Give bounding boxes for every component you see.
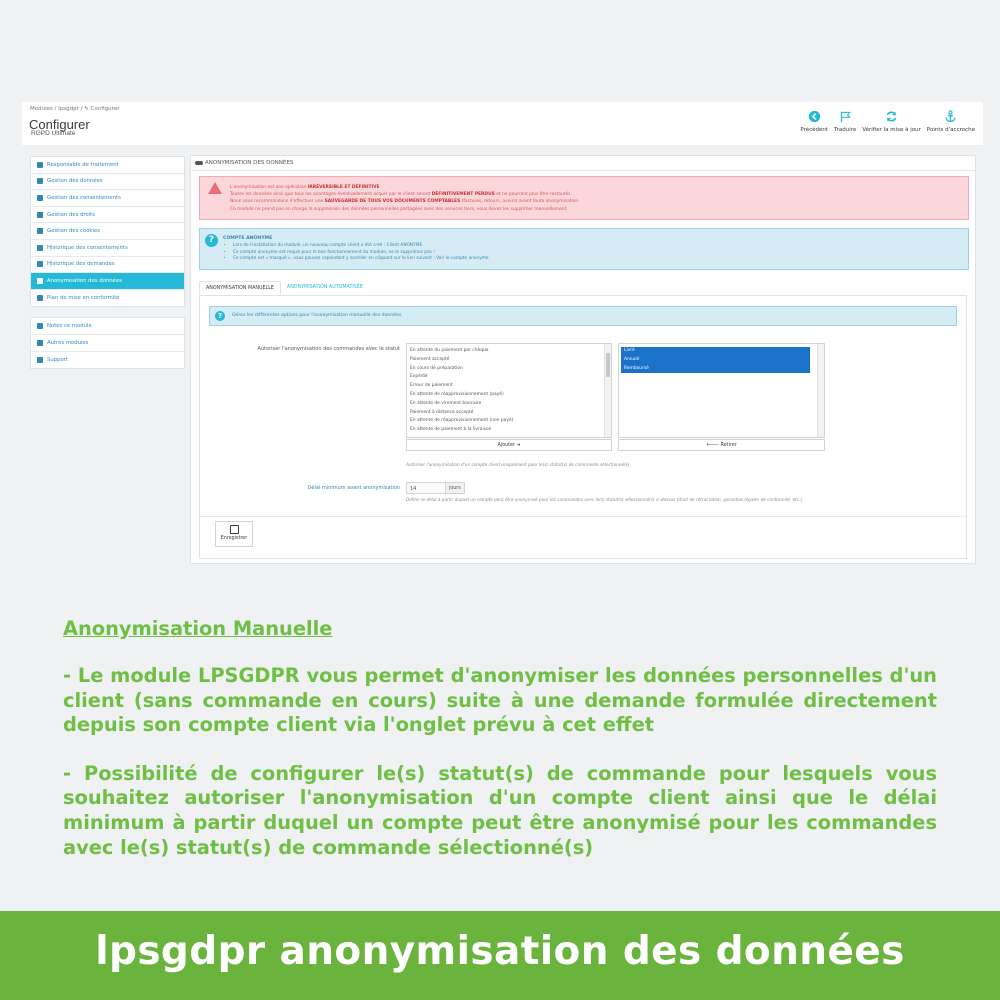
panel-heading-label: ANONYMISATION DES DONNÉES bbox=[205, 160, 294, 166]
list-option[interactable]: Expédié bbox=[410, 374, 428, 380]
refresh-icon bbox=[885, 110, 898, 123]
danger-line: Toutes les données ainsi que tous les avantages éventuellement acquis par le client seront DÉFINITIVEMENT PERDUS et ne pourront plus être restaurés. bbox=[230, 192, 572, 198]
sidebar-item-cookies[interactable] bbox=[31, 223, 184, 240]
info-item: • Lors de l'installation du module, un nouveau compte client a été créé : Client ANONYME bbox=[233, 243, 489, 250]
status-help-text: Autoriser l'anonymisation d'un compte client uniquement pour le(s) statut(s) de commande sélectionné(s). bbox=[406, 462, 631, 467]
anchor-icon bbox=[944, 110, 957, 123]
translate-button[interactable] bbox=[834, 110, 856, 133]
sidebar-item-label: Gestion des consentements bbox=[47, 194, 121, 201]
sidebar-item-label: Plan de mise en conformité bbox=[47, 295, 120, 302]
sidebar-item-responsable[interactable] bbox=[31, 157, 184, 174]
list-option[interactable]: Erreur de paiement bbox=[410, 383, 453, 389]
list-icon bbox=[37, 261, 43, 267]
sidebar-item-droits[interactable] bbox=[31, 207, 184, 224]
list-scrollbar[interactable] bbox=[604, 344, 611, 437]
description-paragraph: - Le module LPSGDPR vous permet d'anonymiser les données personnelles d'un client (sans commande en cours) suite à une demande formulée directement depuis son compte client via l'onglet prévu à cet effet bbox=[63, 664, 937, 737]
remove-status-button[interactable]: 🡐 Retirer bbox=[618, 439, 825, 451]
sidebar-item-label: Anonymisation des données bbox=[47, 277, 122, 284]
list-option-selected[interactable]: Remboursé bbox=[621, 365, 810, 374]
scrollbar-thumb[interactable] bbox=[606, 353, 610, 377]
checklist-icon bbox=[37, 195, 43, 201]
info-title: COMPTE ANONYME bbox=[223, 236, 273, 241]
question-icon bbox=[37, 357, 43, 363]
anonymisation-panel bbox=[190, 155, 976, 564]
feature-description bbox=[63, 617, 937, 884]
delay-unit-addon: jours bbox=[445, 482, 465, 494]
sidebar-item-label: Gestion des droits bbox=[47, 211, 95, 218]
sidebar-item-historique-consentements[interactable] bbox=[31, 240, 184, 257]
sidebar-item-label: Historique des demandes bbox=[47, 261, 115, 268]
danger-line: Ce module ne prend pas en charge la suppression des données personnelles partagées avec des services tiers, vous devez les supprimer manuellement. bbox=[230, 206, 568, 212]
info-item[interactable]: • Ce compte est « masqué », vous pouvez cependant y accéder en cliquant sur le lien suivant : Voir le compte anonyme bbox=[233, 256, 489, 263]
sidebar-item-historique-demandes[interactable] bbox=[31, 257, 184, 274]
translate-button-label: Traduire bbox=[834, 127, 857, 133]
sidebar-item-rate-module[interactable] bbox=[31, 318, 184, 335]
list-option[interactable]: En attente de réapprovisionnement (payé) bbox=[410, 391, 504, 397]
list-option-selected[interactable]: Livré bbox=[621, 347, 810, 356]
flag-icon bbox=[839, 110, 852, 123]
title-banner bbox=[0, 911, 1000, 1000]
tab-anonymisation-automatisee[interactable]: ANONYMISATION AUTOMATISÉE bbox=[286, 285, 363, 290]
danger-alert bbox=[199, 176, 969, 220]
sidebar-item-label: Historique des consentements bbox=[47, 244, 128, 251]
status-field-label: Autoriser l'anonymisation des commandes avec le statut bbox=[257, 346, 400, 352]
sidebar-item-label: Autres modules bbox=[47, 339, 89, 346]
check-update-button[interactable] bbox=[862, 110, 921, 133]
save-button-label: Enregistrer bbox=[220, 536, 248, 541]
sidebar-item-label: Support bbox=[47, 356, 68, 363]
floppy-disk-icon bbox=[230, 525, 239, 534]
warning-icon bbox=[208, 182, 222, 194]
admin-header bbox=[22, 102, 983, 145]
user-icon bbox=[37, 162, 43, 168]
list-option[interactable]: Paiement accepté bbox=[410, 356, 450, 362]
star-icon bbox=[37, 323, 43, 329]
hooks-button[interactable] bbox=[927, 110, 975, 133]
page-title: Configurer bbox=[29, 117, 90, 132]
panel-footer-divider bbox=[200, 516, 966, 517]
page-subtitle: RGPD Ultimate bbox=[31, 130, 76, 137]
available-statuses-list[interactable] bbox=[406, 343, 612, 438]
delay-field-label: Délai minimum avant anonymisation bbox=[307, 485, 400, 491]
add-status-button[interactable]: Ajouter ➔ bbox=[406, 439, 612, 451]
back-button-label: Précédent bbox=[800, 127, 829, 133]
list-option[interactable]: Paiement à distance accepté bbox=[410, 409, 474, 415]
tabs bbox=[199, 281, 369, 295]
list-option[interactable]: En attente de paiement à la livraison bbox=[410, 427, 492, 433]
sidebar-item-other-modules[interactable] bbox=[31, 335, 184, 352]
mask-icon bbox=[37, 278, 43, 284]
tab-anonymisation-manuelle[interactable]: ANONYMISATION MANUELLE bbox=[199, 281, 281, 295]
danger-line: L'anonymisation est une opération IRRÉVERSIBLE ET DÉFINITIVE bbox=[230, 185, 380, 190]
anonymous-account-info bbox=[199, 228, 969, 270]
sidebar-item-support[interactable] bbox=[31, 352, 184, 369]
sidebar-item-gestion-donnees[interactable] bbox=[31, 174, 184, 191]
question-icon: ? bbox=[205, 234, 218, 247]
list-option[interactable]: En attente du paiement par chèque bbox=[410, 348, 489, 353]
description-heading: Anonymisation Manuelle bbox=[63, 617, 333, 640]
back-button[interactable] bbox=[800, 110, 828, 133]
delay-help-text: Définir le délai à partir duquel un compte peut être anonymisé pour les commandes avec le(s) statut(s) sélectionné(s) ci-dessus (droit de rétractation, garanties légales de conformité, etc.). bbox=[406, 497, 804, 502]
sidebar-item-plan-conformite[interactable] bbox=[31, 290, 184, 307]
list-option[interactable]: En cours de préparation bbox=[410, 365, 463, 371]
info-list bbox=[227, 243, 489, 263]
sidebar-item-label: Gestion des cookies bbox=[47, 228, 100, 235]
sidebar-extra-group bbox=[30, 317, 185, 369]
danger-line: Nous vous recommandons d'effectuer une SAUVEGARDE DE TOUS VOS DOCUMENTS COMPTABLES (factures, retours, avoirs) avant toute anonymisation. bbox=[230, 199, 580, 205]
breadcrumb[interactable]: Modules / lpsgdpr / ✎ Configurer bbox=[30, 106, 120, 112]
calendar-icon bbox=[37, 295, 43, 301]
sidebar-item-label: Responsable de traitement bbox=[47, 161, 119, 168]
list-option[interactable]: En attente de réapprovisionnement (non payé) bbox=[410, 418, 514, 424]
save-button[interactable] bbox=[215, 521, 253, 547]
database-icon bbox=[37, 178, 43, 184]
gavel-icon bbox=[37, 212, 43, 218]
sidebar-item-label: Gestion des données bbox=[47, 178, 103, 185]
question-icon: ? bbox=[215, 311, 225, 321]
toolbar bbox=[800, 110, 975, 133]
tab-info-text: Gérez les différentes options pour l'anonymisation manuelle des données. bbox=[232, 313, 403, 318]
tab-body bbox=[199, 295, 967, 559]
panel-heading bbox=[191, 156, 975, 171]
sidebar-item-label: Notez ce module bbox=[47, 323, 92, 330]
check-update-button-label: Vérifier la mise à jour bbox=[862, 127, 921, 133]
arrow-left-circle-icon bbox=[808, 110, 821, 123]
list-scrollbar[interactable] bbox=[817, 344, 824, 437]
description-paragraph: - Possibilité de configurer le(s) statut(s) de commande pour lesquels vous souhaitez autoriser l'anonymisation d'un compte client ainsi que le délai minimum à partir duquel un compte peut être anonymisé pour les commandes avec le(s) statut(s) de commande sélectionné(s) bbox=[63, 761, 937, 859]
sidebar-main-group bbox=[30, 156, 185, 307]
info-item: • Ce compte anonyme est requis pour le bon fonctionnement du module, ne le supprimez pas ! bbox=[233, 250, 489, 257]
puzzle-icon bbox=[37, 340, 43, 346]
danger-alert-text bbox=[230, 184, 580, 213]
selected-statuses-list[interactable] bbox=[618, 343, 825, 438]
sidebar-item-anonymisation[interactable] bbox=[31, 273, 184, 290]
list-option[interactable]: En attente de virement bancaire bbox=[410, 400, 482, 406]
tab-info-alert bbox=[209, 306, 957, 326]
hooks-button-label: Points d'accroche bbox=[926, 127, 975, 133]
history-icon bbox=[37, 245, 43, 251]
banner-title: lpsgdpr anonymisation des données bbox=[95, 929, 905, 974]
sidebar-item-consentements[interactable] bbox=[31, 190, 184, 207]
mask-icon bbox=[195, 161, 203, 165]
cookie-icon bbox=[37, 228, 43, 234]
sidebar bbox=[30, 156, 185, 379]
delay-input[interactable]: 14 bbox=[406, 482, 446, 494]
list-option-selected[interactable]: Annulé bbox=[621, 356, 810, 365]
